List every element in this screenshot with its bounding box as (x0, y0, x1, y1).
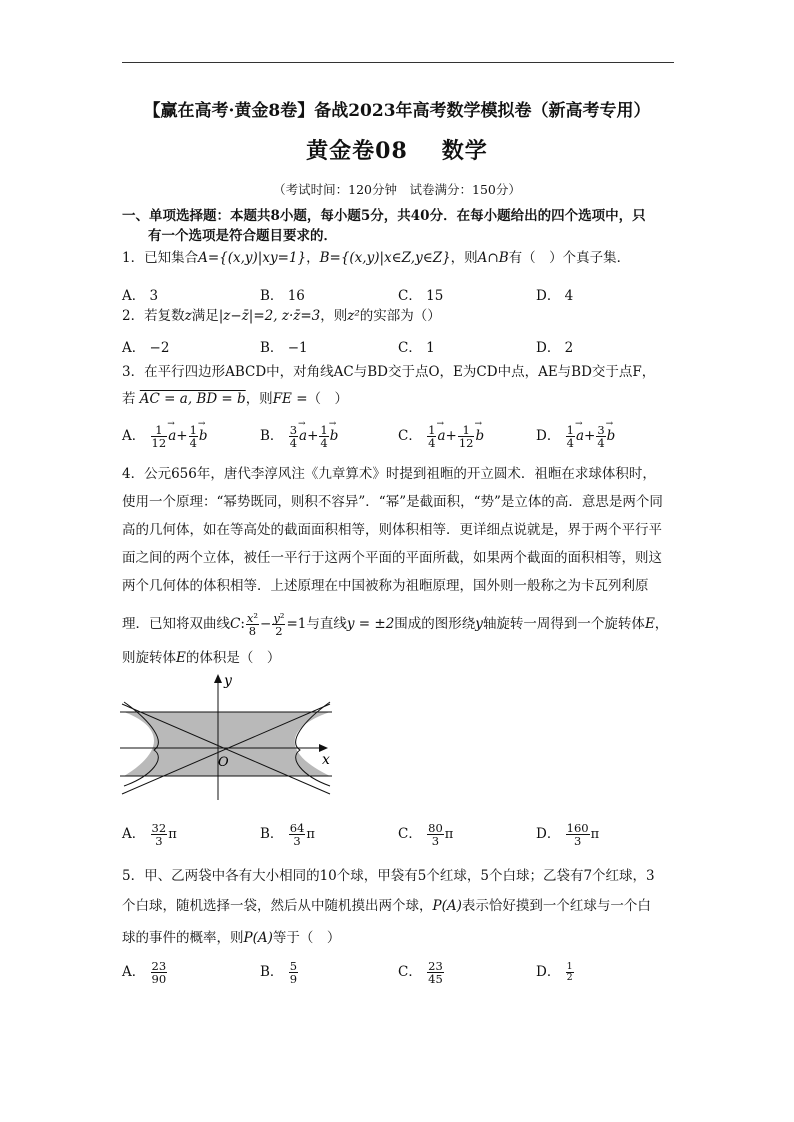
q4-option-d[interactable]: D． $\frac{160}{3}$ π (536, 821, 600, 848)
q2-text-b: 满足 (191, 308, 219, 324)
q5-option-b[interactable]: B． $\frac{5}{9}$ (260, 959, 298, 986)
q2-cond: |z−z̄|=2, z·z̄=3 (218, 308, 321, 324)
section-heading-line2: 有一个选项是符合题目要求的． (148, 228, 337, 244)
q2-expr: z² (347, 308, 360, 324)
q4-option-a[interactable]: A． $\frac{32}{3}$ π (122, 821, 177, 848)
q2-var: z (184, 308, 192, 324)
q2-option-d[interactable]: D． 2 (536, 340, 574, 356)
question-4-line2: 使用一个原理：“幂势既同，则积不容异”．“幂”是截面积，“势”是立体的高．意思是两个同 (122, 494, 663, 510)
q3-expr: FE = (272, 391, 308, 407)
q2-text-d: 的实部为（） (359, 308, 441, 324)
question-5-line2: 个白球，随机选择一袋，然后从中随机摸出两个球，P(A)表示恰好摸到一个红球与一个白 (122, 898, 651, 914)
q4-option-b[interactable]: B． $\frac{64}{3}$ π (260, 821, 315, 848)
question-4-line4: 面之间的两个立体，被任一平行于这两个平面的平面所截，如果两个截面的面积相等，则这 (122, 550, 662, 566)
q1-sep: ， (306, 250, 320, 266)
exam-info: （考试时间：120分钟 试卷满分：150分） (273, 182, 521, 197)
question-4-line6: 理．已知将双曲线C: $\frac{\text{x²}}{8}$ − $\frac{\text{y²}}{2}$ =1与直线y = ±2围成的图形绕y轴旋转一周得到一个旋转体E， (122, 611, 669, 638)
paper-title: 【赢在高考·黄金8卷】备战2023年高考数学模拟卷（新高考专用） (143, 101, 651, 121)
header-rule (122, 62, 674, 63)
q3-option-a[interactable]: A． $\frac{1}{12}$ → a+ $\frac{1}{4}$ → b (122, 424, 208, 449)
question-5-line1: 5．甲、乙两袋中各有大小相同的10个球，甲袋有5个红球，5个白球；乙袋有7个红球，3 (122, 868, 655, 884)
q1-text-a: 已知集合 (144, 250, 199, 266)
q3-option-d[interactable]: D． $\frac{1}{4}$ → a+ $\frac{3}{4}$ → b (536, 424, 615, 449)
question-4-line5: 两个几何体的体积相等．上述原理在中国被称为祖暅原理，国外则一般称之为卡瓦列利原 (122, 578, 649, 594)
question-2 (122, 306, 441, 326)
q1-option-a[interactable]: A． 3 (122, 288, 159, 304)
subtitle-right: 数学 (441, 138, 488, 164)
q1-option-d[interactable]: D． 4 (536, 288, 574, 304)
q2-text-a: 若复数 (144, 308, 185, 324)
q3-cond: AC = a, BD = b (139, 391, 246, 407)
q1-option-b[interactable]: B． 16 (260, 288, 305, 304)
hyperbola-figure (116, 672, 342, 802)
question-4-line3: 高的几何体，如在等高处的截面面积相等，则体积相等．更详细点说就是，界于两个平行平 (122, 522, 662, 538)
q5-option-a[interactable]: A． $\frac{23}{90}$ (122, 959, 167, 986)
question-4-line7: 则旋转体E的体积是（ ） (122, 650, 281, 666)
x-axis-label: x (322, 752, 330, 768)
q2-option-a[interactable]: A． −2 (122, 340, 170, 356)
q3-option-b[interactable]: B． $\frac{3}{4}$ → a+ $\frac{1}{4}$ → b (260, 424, 338, 449)
q4-option-c[interactable]: C． $\frac{80}{3}$ π (398, 821, 454, 848)
question-5-line3: 球的事件的概率，则P(A)等于（ ） (122, 930, 341, 946)
q1-option-c[interactable]: C． 15 (398, 288, 444, 304)
q1-set-b: B={(x,y)|x∈Z,y∈Z} (319, 250, 451, 266)
question-3-line2: 若 AC = a, BD = b，则FE =（ ） (122, 391, 349, 407)
question-1 (122, 248, 630, 268)
question-3-line1: 3．在平行四边形ABCD中，对角线AC与BD交于点O，E为CD中点，AE与BD交于点F， (122, 364, 656, 380)
q3-option-c[interactable]: C． $\frac{1}{4}$ → a+ $\frac{1}{12}$ → b (398, 424, 484, 449)
q1-text-b: ，则 (450, 250, 478, 266)
subtitle-left: 黄金卷08 (306, 138, 408, 164)
question-4-line1: 4．公元656年，唐代李淳风注《九章算术》时提到祖暅的开立圆术．祖暅在求球体积时， (122, 466, 656, 482)
section-heading-line1: 一、单项选择题：本题共8小题，每小题5分，共40分．在每小题给出的四个选项中，只 (122, 208, 646, 224)
origin-label: O (218, 755, 229, 770)
q1-set-a: A={(x,y)|xy=1} (198, 250, 307, 266)
q2-num: 2． (122, 308, 145, 324)
q1-num: 1． (122, 250, 145, 266)
q5-option-d[interactable]: D． $\frac{1}{2}$ (536, 961, 573, 983)
q1-expr: A∩B (477, 250, 509, 266)
q1-text-c: 有（ ）个真子集． (508, 250, 631, 266)
q2-option-c[interactable]: C． 1 (398, 340, 435, 356)
paper-subtitle (0, 134, 794, 165)
q2-text-c: ，则 (320, 308, 348, 324)
y-axis-arrow (214, 674, 222, 683)
y-axis-label: y (224, 673, 232, 689)
q5-option-c[interactable]: C． $\frac{23}{45}$ (398, 959, 443, 986)
x-axis-arrow (319, 744, 328, 752)
q2-option-b[interactable]: B． −1 (260, 340, 308, 356)
